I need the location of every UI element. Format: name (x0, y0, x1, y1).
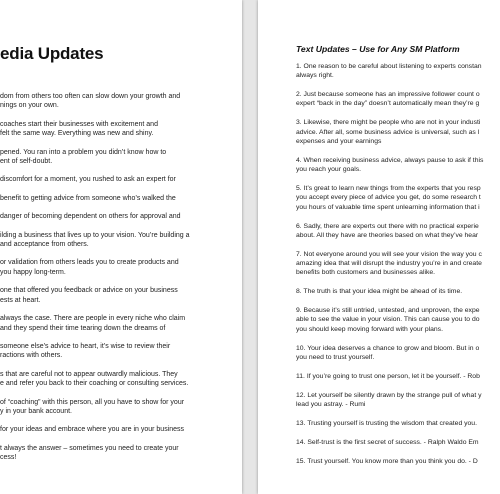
numbered-item: 6. Sadly, there are experts out there with no practical experie about. All they have are theories based on what they’ve hear (296, 222, 479, 239)
numbered-item: 13. Trusting yourself is trusting the wisdom that created you. (296, 419, 477, 427)
left-paragraph: someone else’s advice to heart, it’s wise to review their ractions with others. (0, 342, 171, 360)
left-paragraph: pened. You ran into a problem you didn’t know how to ent of self-doubt. (0, 148, 167, 166)
left-paragraph: s that are careful not to appear outwardly malicious. They e and refer you back to their coaching or consulting services. (0, 370, 189, 388)
numbered-item: 8. The truth is that your idea might be ahead of its time. (296, 288, 463, 296)
numbered-item: 4. When receiving business advice, always pause to ask if this you reach your goals. (296, 156, 484, 174)
left-page-text-list (0, 92, 232, 472)
left-paragraph: dom from others too often can slow down your growth and nings on your own. (0, 93, 181, 110)
left-paragraph: discomfort for a moment, you rushed to ask an expert for (0, 176, 176, 184)
left-paragraph: or validation from others leads you to create products and you happy long-term. (0, 259, 179, 276)
document-page-left (0, 0, 242, 494)
left-paragraph: of “coaching” with this person, all you have to show for your y in your bank account. (0, 398, 185, 415)
left-paragraph: coaches start their businesses with excitement and felt the same way. Everything was new and shiny. (0, 120, 158, 138)
numbered-update-list (296, 62, 500, 476)
document-title: edia Updates (0, 44, 104, 63)
numbered-item: 9. Because it’s still untried, untested, and unproven, the expe able to see the value in your vision. This can cause you to do you should keep moving forward with your plans. (296, 307, 480, 333)
document-page-right (258, 0, 500, 494)
left-paragraph: benefit to getting advice from someone who’s walked the (0, 194, 176, 202)
left-paragraph: one that offered you feedback or advice on your business ests at heart. (0, 287, 178, 304)
left-paragraph: danger of becoming dependent on others for approval and (0, 213, 181, 221)
numbered-item: 10. Your idea deserves a chance to grow and bloom. But in o you need to trust yourself. (296, 344, 480, 361)
section-heading: Text Updates – Use for Any SM Platform (296, 44, 460, 54)
numbered-item: 15. Trust yourself. You know more than you think you do. - D (296, 457, 478, 465)
numbered-item: 14. Self-trust is the first secret of success. - Ralph Waldo Em (296, 438, 479, 446)
numbered-item: 12. Let yourself be silently drawn by the strange pull of what y lead you astray. - Rumi (296, 391, 482, 408)
numbered-item: 5. It’s great to learn new things from the experts that you resp you accept every piece of advice you get, do some research t you hours of valuable time spent unlearning information that i (296, 185, 481, 211)
numbered-item: 7. Not everyone around you will see your vision the way you c amazing idea that will disrupt the industry you’re in and create benefits both customers and businesses alike. (296, 250, 482, 277)
numbered-item: 3. Likewise, there might be people who are not in your industi advice. After all, some business advice is universal, such as l expenses and your earnings (296, 119, 481, 145)
numbered-item: 2. Just because someone has an impressive follower count o expert “back in the day” doesn’t automatically mean they’re g (296, 91, 480, 108)
left-paragraph: ilding a business that lives up to your vision. You’re building a and acceptance from others. (0, 231, 190, 249)
numbered-item: 1. One reason to be careful about listening to experts constan always right. (296, 63, 482, 80)
numbered-item: 11. If you’re going to trust one person, let it be yourself. - Rob (296, 372, 480, 380)
left-paragraph: t always the answer – sometimes you need to create your cess! (0, 444, 179, 462)
left-paragraph: for your ideas and embrace where you are in your business (0, 426, 185, 434)
left-paragraph: always the case. There are people in every niche who claim and they spend their time tearing down the dreams of (0, 315, 186, 332)
